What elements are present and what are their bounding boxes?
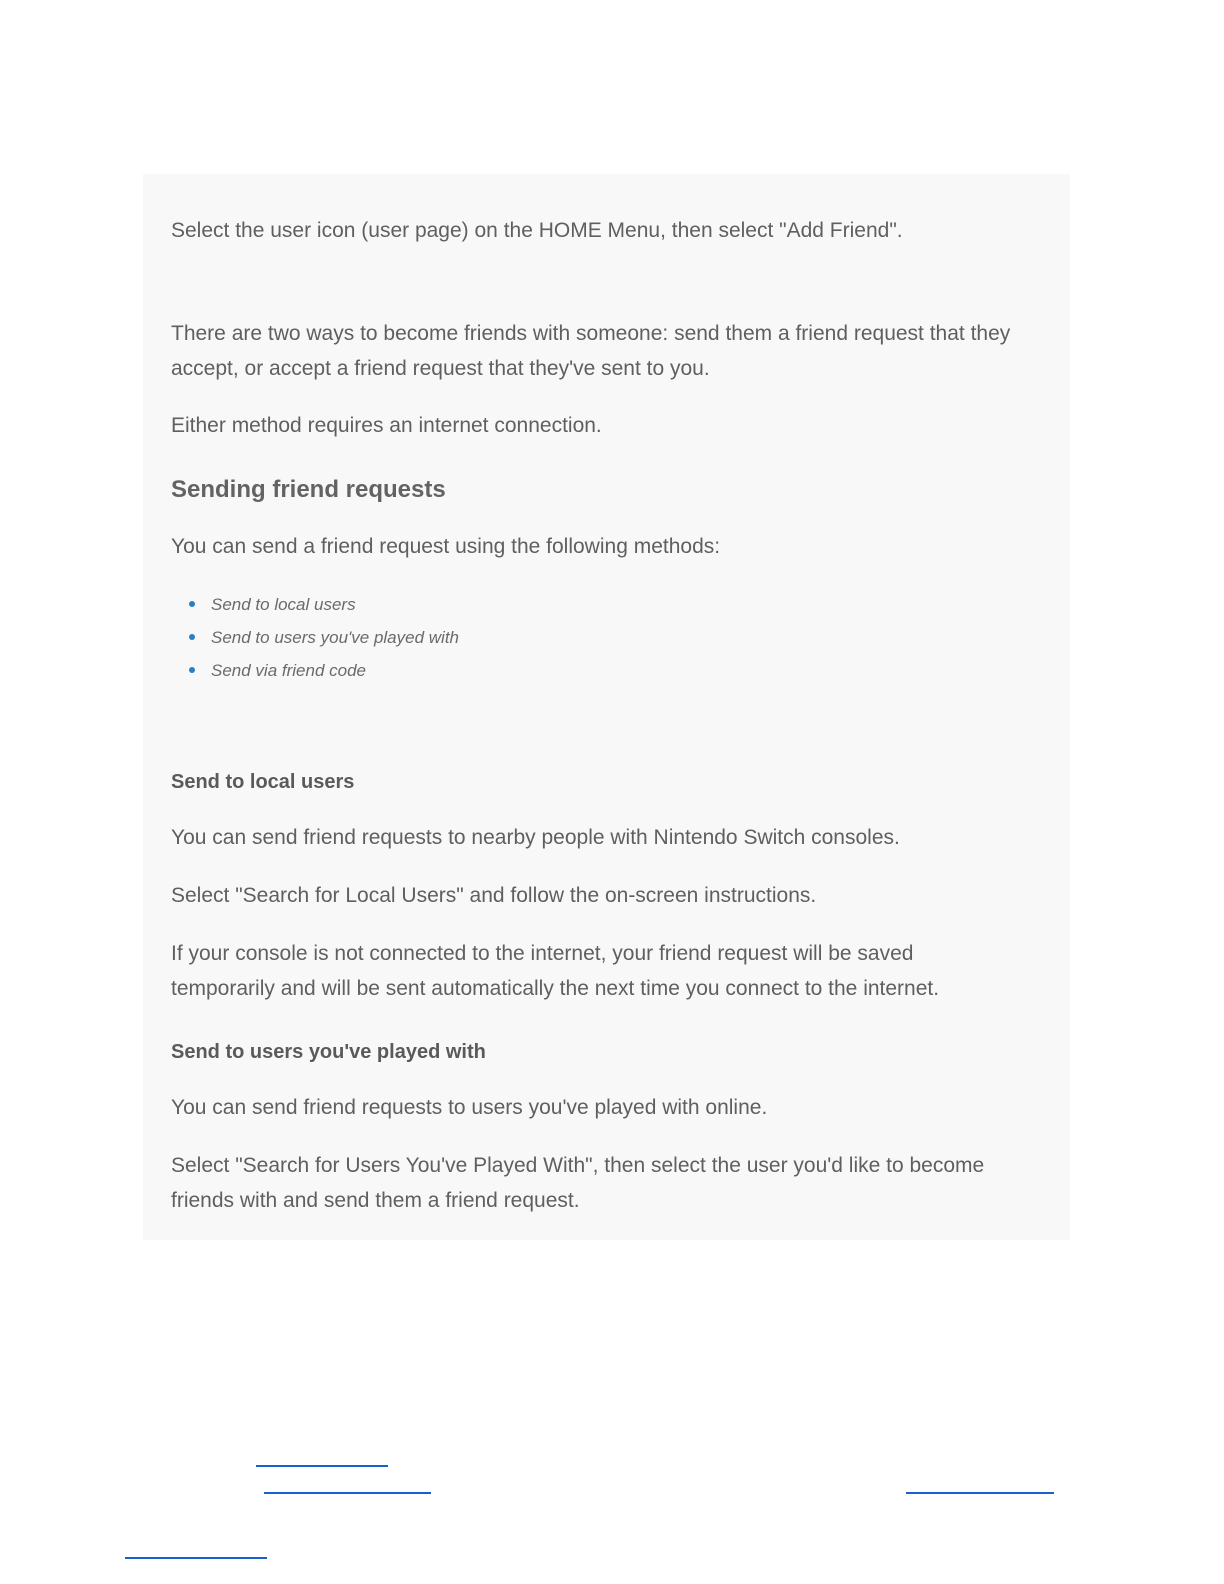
local-users-p3: If your console is not connected to the internet, your friend request will be saved temporarily and will be sent automatically the next time you connect to the internet. [171, 942, 940, 1000]
method-label: Send to users you've played with [211, 628, 460, 647]
requirement-text: Either method requires an internet connection. [171, 414, 602, 437]
link-underline[interactable] [256, 1465, 388, 1467]
bullet-icon [189, 601, 195, 607]
list-item [171, 654, 459, 687]
local-users-p1: You can send friend requests to nearby people with Nintendo Switch consoles. [171, 826, 900, 849]
method-label: Send via friend code [211, 661, 366, 680]
played-users-p1: You can send friend requests to users you've played with online. [171, 1096, 768, 1119]
list-item [171, 588, 459, 621]
intro-text: Select the user icon (user page) on the HOME Menu, then select "Add Friend". [171, 219, 903, 242]
played-users-p2: Select "Search for Users You've Played With", then select the user you'd like to become friends with and send them a friend request. [171, 1154, 985, 1212]
link-underline[interactable] [125, 1557, 267, 1559]
list-item [171, 621, 459, 654]
link-underline[interactable] [264, 1492, 431, 1494]
method-label: Send to local users [211, 595, 356, 614]
ways-text: There are two ways to become friends with someone: send them a friend request that they accept, or accept a friend request that they've sent to you. [171, 322, 1011, 380]
local-users-heading: Send to local users [171, 771, 355, 793]
methods-list [171, 588, 459, 687]
local-users-p2: Select "Search for Local Users" and follow the on-screen instructions. [171, 884, 817, 907]
link-underline[interactable] [906, 1492, 1054, 1494]
bullet-icon [189, 634, 195, 640]
bullet-icon [189, 667, 195, 673]
methods-intro-text: You can send a friend request using the following methods: [171, 535, 721, 558]
sending-heading: Sending friend requests [171, 476, 446, 503]
content-panel [143, 174, 1070, 1240]
played-users-heading: Send to users you've played with [171, 1041, 486, 1063]
